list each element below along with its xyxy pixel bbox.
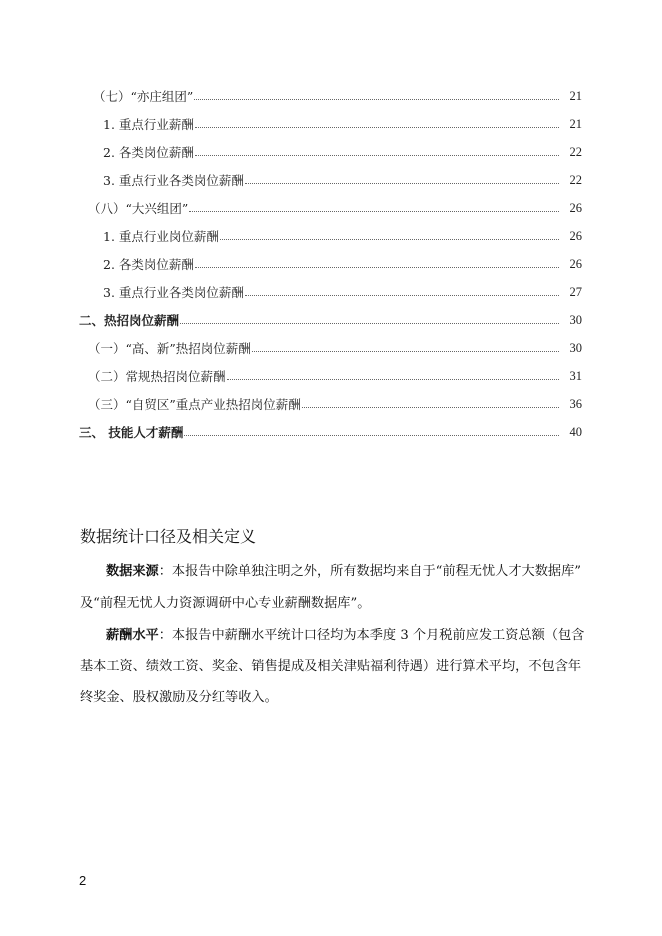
toc-page-number: 27	[569, 284, 582, 299]
toc-label: 三、 技能人才薪酬	[79, 425, 184, 440]
toc-label: 3. 重点行业各类岗位薪酬	[103, 173, 244, 188]
salary-text-3: 终奖金、股权激励及分红等收入。	[80, 690, 278, 705]
salary-term: 薪酬水平	[106, 628, 159, 643]
source-line-1	[106, 560, 581, 579]
toc-page-number: 22	[569, 172, 582, 187]
salary-line-3	[80, 686, 278, 705]
toc-entry[interactable]	[0, 142, 662, 162]
salary-text-2: 基本工资、绩效工资、奖金、销售提成及相关津贴福利待遇）进行算术平均，不包含年	[80, 659, 582, 674]
toc-entry[interactable]	[0, 86, 662, 106]
toc-page-number: 30	[569, 312, 582, 327]
toc-leader-dots	[245, 295, 559, 296]
salary-line-2	[80, 655, 581, 674]
toc-entry[interactable]	[0, 198, 662, 218]
toc-leader-dots	[245, 183, 559, 184]
toc-entry[interactable]	[0, 226, 662, 246]
toc-page-number: 26	[569, 256, 582, 271]
toc-page-number: 40	[569, 424, 582, 439]
toc-entry[interactable]	[0, 254, 662, 274]
toc-entry[interactable]	[0, 170, 662, 190]
toc-page-number: 31	[569, 368, 582, 383]
toc-page-number: 21	[569, 88, 582, 103]
source-text-2: 及“前程无忧人力资源调研中心专业薪酬数据库”。	[80, 596, 371, 611]
toc-label: （三）“自贸区”重点产业热招岗位薪酬	[88, 397, 301, 412]
toc-leader-dots	[195, 127, 559, 128]
section-title: 数据统计口径及相关定义	[80, 527, 257, 546]
toc-label: 3. 重点行业各类岗位薪酬	[103, 285, 244, 300]
toc-page-number: 36	[569, 396, 582, 411]
toc-leader-dots	[195, 267, 559, 268]
toc-leader-dots	[194, 99, 559, 100]
toc-leader-dots	[195, 155, 559, 156]
toc-label: 二、热招岗位薪酬	[79, 313, 180, 328]
toc-entry[interactable]	[0, 394, 662, 414]
toc-entry[interactable]	[0, 310, 662, 330]
toc-page-number: 30	[569, 340, 582, 355]
toc-label: （二）常规热招岗位薪酬	[88, 369, 226, 384]
toc-page-number: 22	[569, 144, 582, 159]
toc-leader-dots	[252, 351, 559, 352]
toc-label: 1. 重点行业薪酬	[103, 117, 194, 132]
toc-entry[interactable]	[0, 114, 662, 134]
salary-text-1: ：本报告中薪酬水平统计口径均为本季度 3 个月税前应发工资总额（包含	[158, 628, 585, 643]
toc-entry[interactable]	[0, 282, 662, 302]
toc-label: 2. 各类岗位薪酬	[103, 145, 194, 160]
toc-label: 1. 重点行业岗位薪酬	[103, 229, 219, 244]
toc-leader-dots	[180, 323, 559, 324]
toc-label: （八）“大兴组团”	[88, 201, 189, 216]
toc-entry[interactable]	[0, 366, 662, 386]
source-term: 数据来源	[106, 564, 159, 579]
toc-label: （七）“亦庄组团”	[93, 89, 194, 104]
toc-page-number: 26	[569, 200, 582, 215]
toc-leader-dots	[184, 435, 559, 436]
toc-page-number: 26	[569, 228, 582, 243]
toc-page-number: 21	[569, 116, 582, 131]
page-number: 2	[79, 873, 87, 888]
source-text-1: ：本报告中除单独注明之外，所有数据均来自于“前程无忧人才大数据库”	[158, 564, 582, 579]
toc-leader-dots	[220, 239, 559, 240]
toc-leader-dots	[189, 211, 559, 212]
toc-leader-dots	[227, 379, 559, 380]
toc-label: （一）“高、新”热招岗位薪酬	[88, 341, 251, 356]
toc-label: 2. 各类岗位薪酬	[103, 257, 194, 272]
toc-entry[interactable]	[0, 422, 662, 442]
salary-line-1	[106, 624, 584, 643]
toc-entry[interactable]	[0, 338, 662, 358]
toc-leader-dots	[302, 407, 559, 408]
source-line-2	[80, 592, 370, 611]
